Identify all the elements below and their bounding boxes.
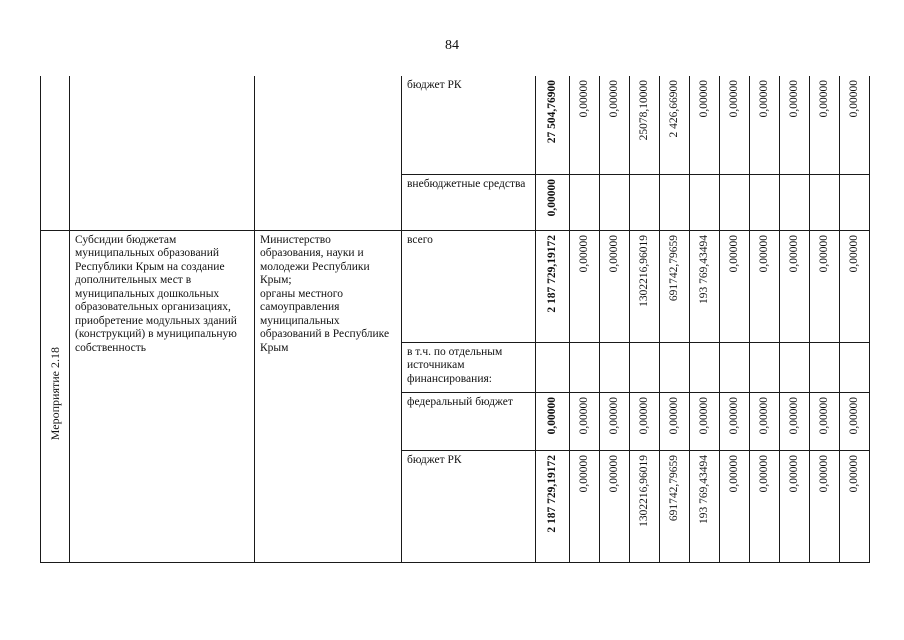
table-row [41, 76, 870, 174]
total-cell: 2 187 729,19172 [536, 230, 570, 342]
value-cell: 0,00000 [600, 230, 630, 342]
value-cell [720, 174, 750, 230]
value-cell: 0,00000 [600, 76, 630, 174]
value-cell: 0,00000 [750, 230, 780, 342]
total-cell: 2 187 729,19172 [536, 450, 570, 562]
value-cell [630, 342, 660, 392]
value-cell [720, 342, 750, 392]
value-cell [840, 174, 870, 230]
value-cell: 0,00000 [840, 450, 870, 562]
total-cell [536, 342, 570, 392]
value-cell: 0,00000 [570, 76, 600, 174]
prev-description-cell [70, 76, 255, 230]
value-cell: 0,00000 [810, 392, 840, 450]
value-cell [840, 342, 870, 392]
value-cell: 0,00000 [810, 76, 840, 174]
value-cell [600, 342, 630, 392]
value-cell [690, 342, 720, 392]
value-cell: 0,00000 [720, 230, 750, 342]
table-row [41, 230, 870, 342]
value-cell [690, 174, 720, 230]
value-cell: 691742,79659 [660, 450, 690, 562]
value-cell: 2 426,66900 [660, 76, 690, 174]
value-cell: 0,00000 [750, 76, 780, 174]
source-cell: всего [402, 230, 536, 342]
value-cell [660, 174, 690, 230]
value-cell: 0,00000 [720, 76, 750, 174]
value-cell [570, 342, 600, 392]
value-cell [810, 342, 840, 392]
value-cell [780, 174, 810, 230]
prev-executor-cell [255, 76, 402, 230]
value-cell: 0,00000 [840, 392, 870, 450]
source-cell: бюджет РК [402, 76, 536, 174]
prev-measure-cell [41, 76, 70, 230]
value-cell [630, 174, 660, 230]
value-cell: 0,00000 [690, 76, 720, 174]
value-cell: 0,00000 [780, 76, 810, 174]
source-cell: внебюджетные средства [402, 174, 536, 230]
value-cell: 1302216,96019 [630, 450, 660, 562]
value-cell: 1302216,96019 [630, 230, 660, 342]
value-cell: 0,00000 [840, 76, 870, 174]
value-cell: 0,00000 [780, 230, 810, 342]
total-cell: 0,00000 [536, 174, 570, 230]
value-cell: 0,00000 [570, 230, 600, 342]
value-cell: 0,00000 [600, 450, 630, 562]
value-cell: 193 769,43494 [690, 450, 720, 562]
value-cell [810, 174, 840, 230]
value-cell: 25078,10000 [630, 76, 660, 174]
value-cell: 0,00000 [630, 392, 660, 450]
value-cell: 0,00000 [780, 392, 810, 450]
source-cell: бюджет РК [402, 450, 536, 562]
value-cell: 0,00000 [720, 392, 750, 450]
value-cell: 0,00000 [600, 392, 630, 450]
value-cell: 0,00000 [810, 230, 840, 342]
value-cell: 0,00000 [840, 230, 870, 342]
value-cell [660, 342, 690, 392]
value-cell: 0,00000 [690, 392, 720, 450]
value-cell: 0,00000 [570, 450, 600, 562]
value-cell: 0,00000 [720, 450, 750, 562]
value-cell [600, 174, 630, 230]
value-cell [780, 342, 810, 392]
measure-executor-cell: Министерство образования, науки и молодежи Республики Крым; органы местного самоуправления муниципальных образований в Республике Крым [255, 230, 402, 562]
value-cell [750, 174, 780, 230]
value-cell: 0,00000 [750, 450, 780, 562]
value-cell: 691742,79659 [660, 230, 690, 342]
value-cell: 0,00000 [810, 450, 840, 562]
source-cell: федеральный бюджет [402, 392, 536, 450]
measure-label-cell: Мероприятие 2.18 [41, 230, 70, 562]
source-cell: в т.ч. по отдельным источникам финансирования: [402, 342, 536, 392]
financing-table [40, 76, 870, 563]
value-cell [750, 342, 780, 392]
value-cell: 0,00000 [780, 450, 810, 562]
value-cell: 0,00000 [660, 392, 690, 450]
value-cell: 0,00000 [750, 392, 780, 450]
measure-description-cell: Субсидии бюджетам муниципальных образований Республики Крым на создание дополнительных мест в муниципальных дошкольных образовательных организациях, приобретение модульных зданий (конструкций) в муниципальную собственность [70, 230, 255, 562]
value-cell [570, 174, 600, 230]
value-cell: 0,00000 [570, 392, 600, 450]
page-number: 84 [445, 38, 459, 53]
total-cell: 0,00000 [536, 392, 570, 450]
total-cell: 27 504,76900 [536, 76, 570, 174]
value-cell: 193 769,43494 [690, 230, 720, 342]
